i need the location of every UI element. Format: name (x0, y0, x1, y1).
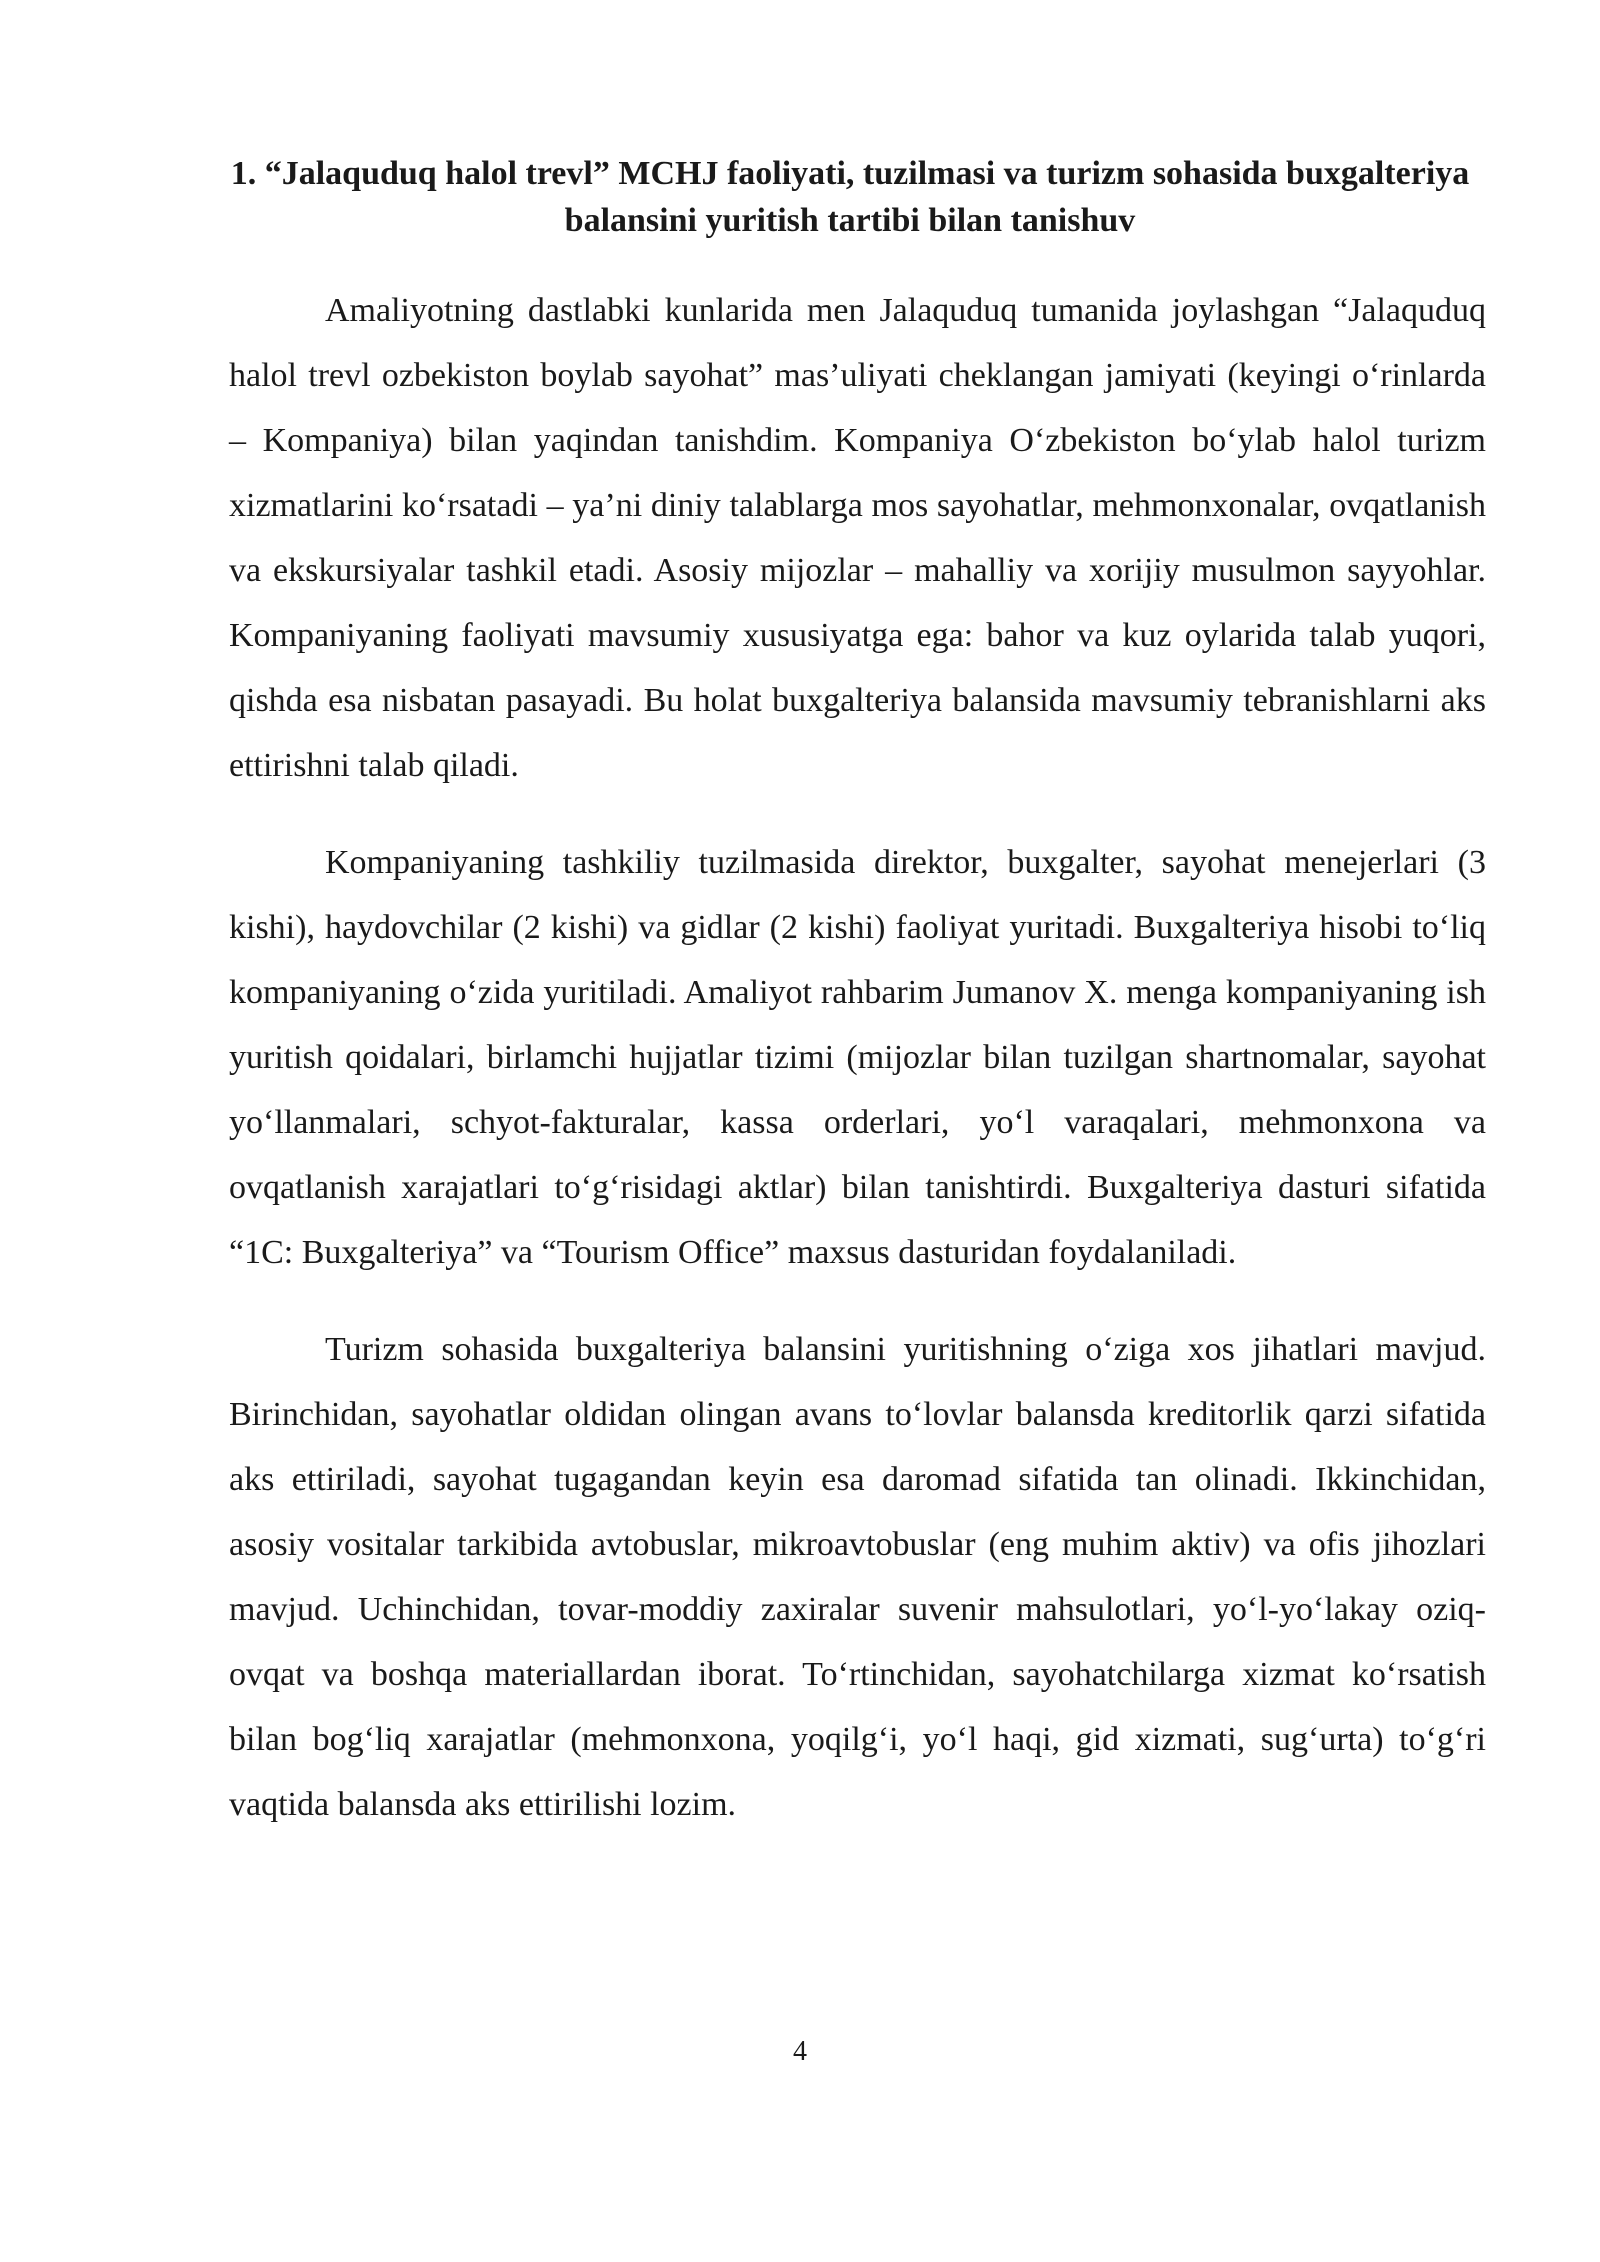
page-number: 4 (793, 2036, 807, 2067)
body-text (229, 278, 1486, 1837)
section-title: 1. “Jalaquduq halol trevl” MCHJ faoliyati, tuzilmasi va turizm sohasida buxgalteriya balansini yuritish tartibi bilan tanishuv (230, 155, 1470, 239)
paragraph-accounting-specifics: Turizm sohasida buxgalteriya balansini yuritishning o‘ziga xos jihatlari mavjud. Birinchidan, sayohatlar oldidan olingan avans to‘lovlar balansda kreditorlik qarzi sifatida aks ettiriladi, sayohat tugagandan keyin esa daromad sifatida tan olinadi. Ikkinchidan, asosiy vositalar tarkibida avtobuslar, mikroavtobuslar (eng muhim aktiv) va ofis jihozlari mavjud. Uchinchidan, tovar-moddiy zaxiralar suvenir mahsulotlari, yo‘l-yo‘lakay oziq-ovqat va boshqa materiallardan iborat. To‘rtinchidan, sayohatchilarga xizmat ko‘rsatish bilan bog‘liq xarajatlar (mehmonxona, yoqilg‘i, yo‘l haqi, gid xizmati, sug‘urta) to‘g‘ri vaqtida balansda aks ettirilishi lozim. (229, 1331, 1486, 1823)
paragraph-company-overview: Amaliyotning dastlabki kunlarida men Jalaquduq tumanida joylashgan “Jalaquduq halol trevl ozbekiston boylab sayohat” mas’uliyati cheklangan jamiyati (keyingi o‘rinlarda – Kompaniya) bilan yaqindan tanishdim. Kompaniya O‘zbekiston bo‘ylab halol turizm xizmatlarini ko‘rsatadi – ya’ni diniy talablarga mos sayohatlar, mehmonxonalar, ovqatlanish va ekskursiyalar tashkil etadi. Asosiy mijozlar – mahalliy va xorijiy musulmon sayyohlar. Kompaniyaning faoliyati mavsumiy xususiyatga ega: bahor va kuz oylarida talab yuqori, qishda esa nisbatan pasayadi. Bu holat buxgalteriya balansida mavsumiy tebranishlarni aks ettirishni talab qiladi. (229, 292, 1486, 784)
paragraph-organizational-structure: Kompaniyaning tashkiliy tuzilmasida direktor, buxgalter, sayohat menejerlari (3 kishi), haydovchilar (2 kishi) va gidlar (2 kishi) faoliyat yuritadi. Buxgalteriya hisobi to‘liq kompaniyaning o‘zida yuritiladi. Amaliyot rahbarim Jumanov X. menga kompaniyaning ish yuritish qoidalari, birlamchi hujjatlar tizimi (mijozlar bilan tuzilgan shartnomalar, sayohat yo‘llanmalari, schyot-fakturalar, kassa orderlari, yo‘l varaqalari, mehmonxona va ovqatlanish xarajatlari to‘g‘risidagi aktlar) bilan tanishtirdi. Buxgalteriya dasturi sifatida “1C: Buxgalteriya” va “Tourism Office” maxsus dasturidan foydalaniladi. (229, 844, 1486, 1271)
